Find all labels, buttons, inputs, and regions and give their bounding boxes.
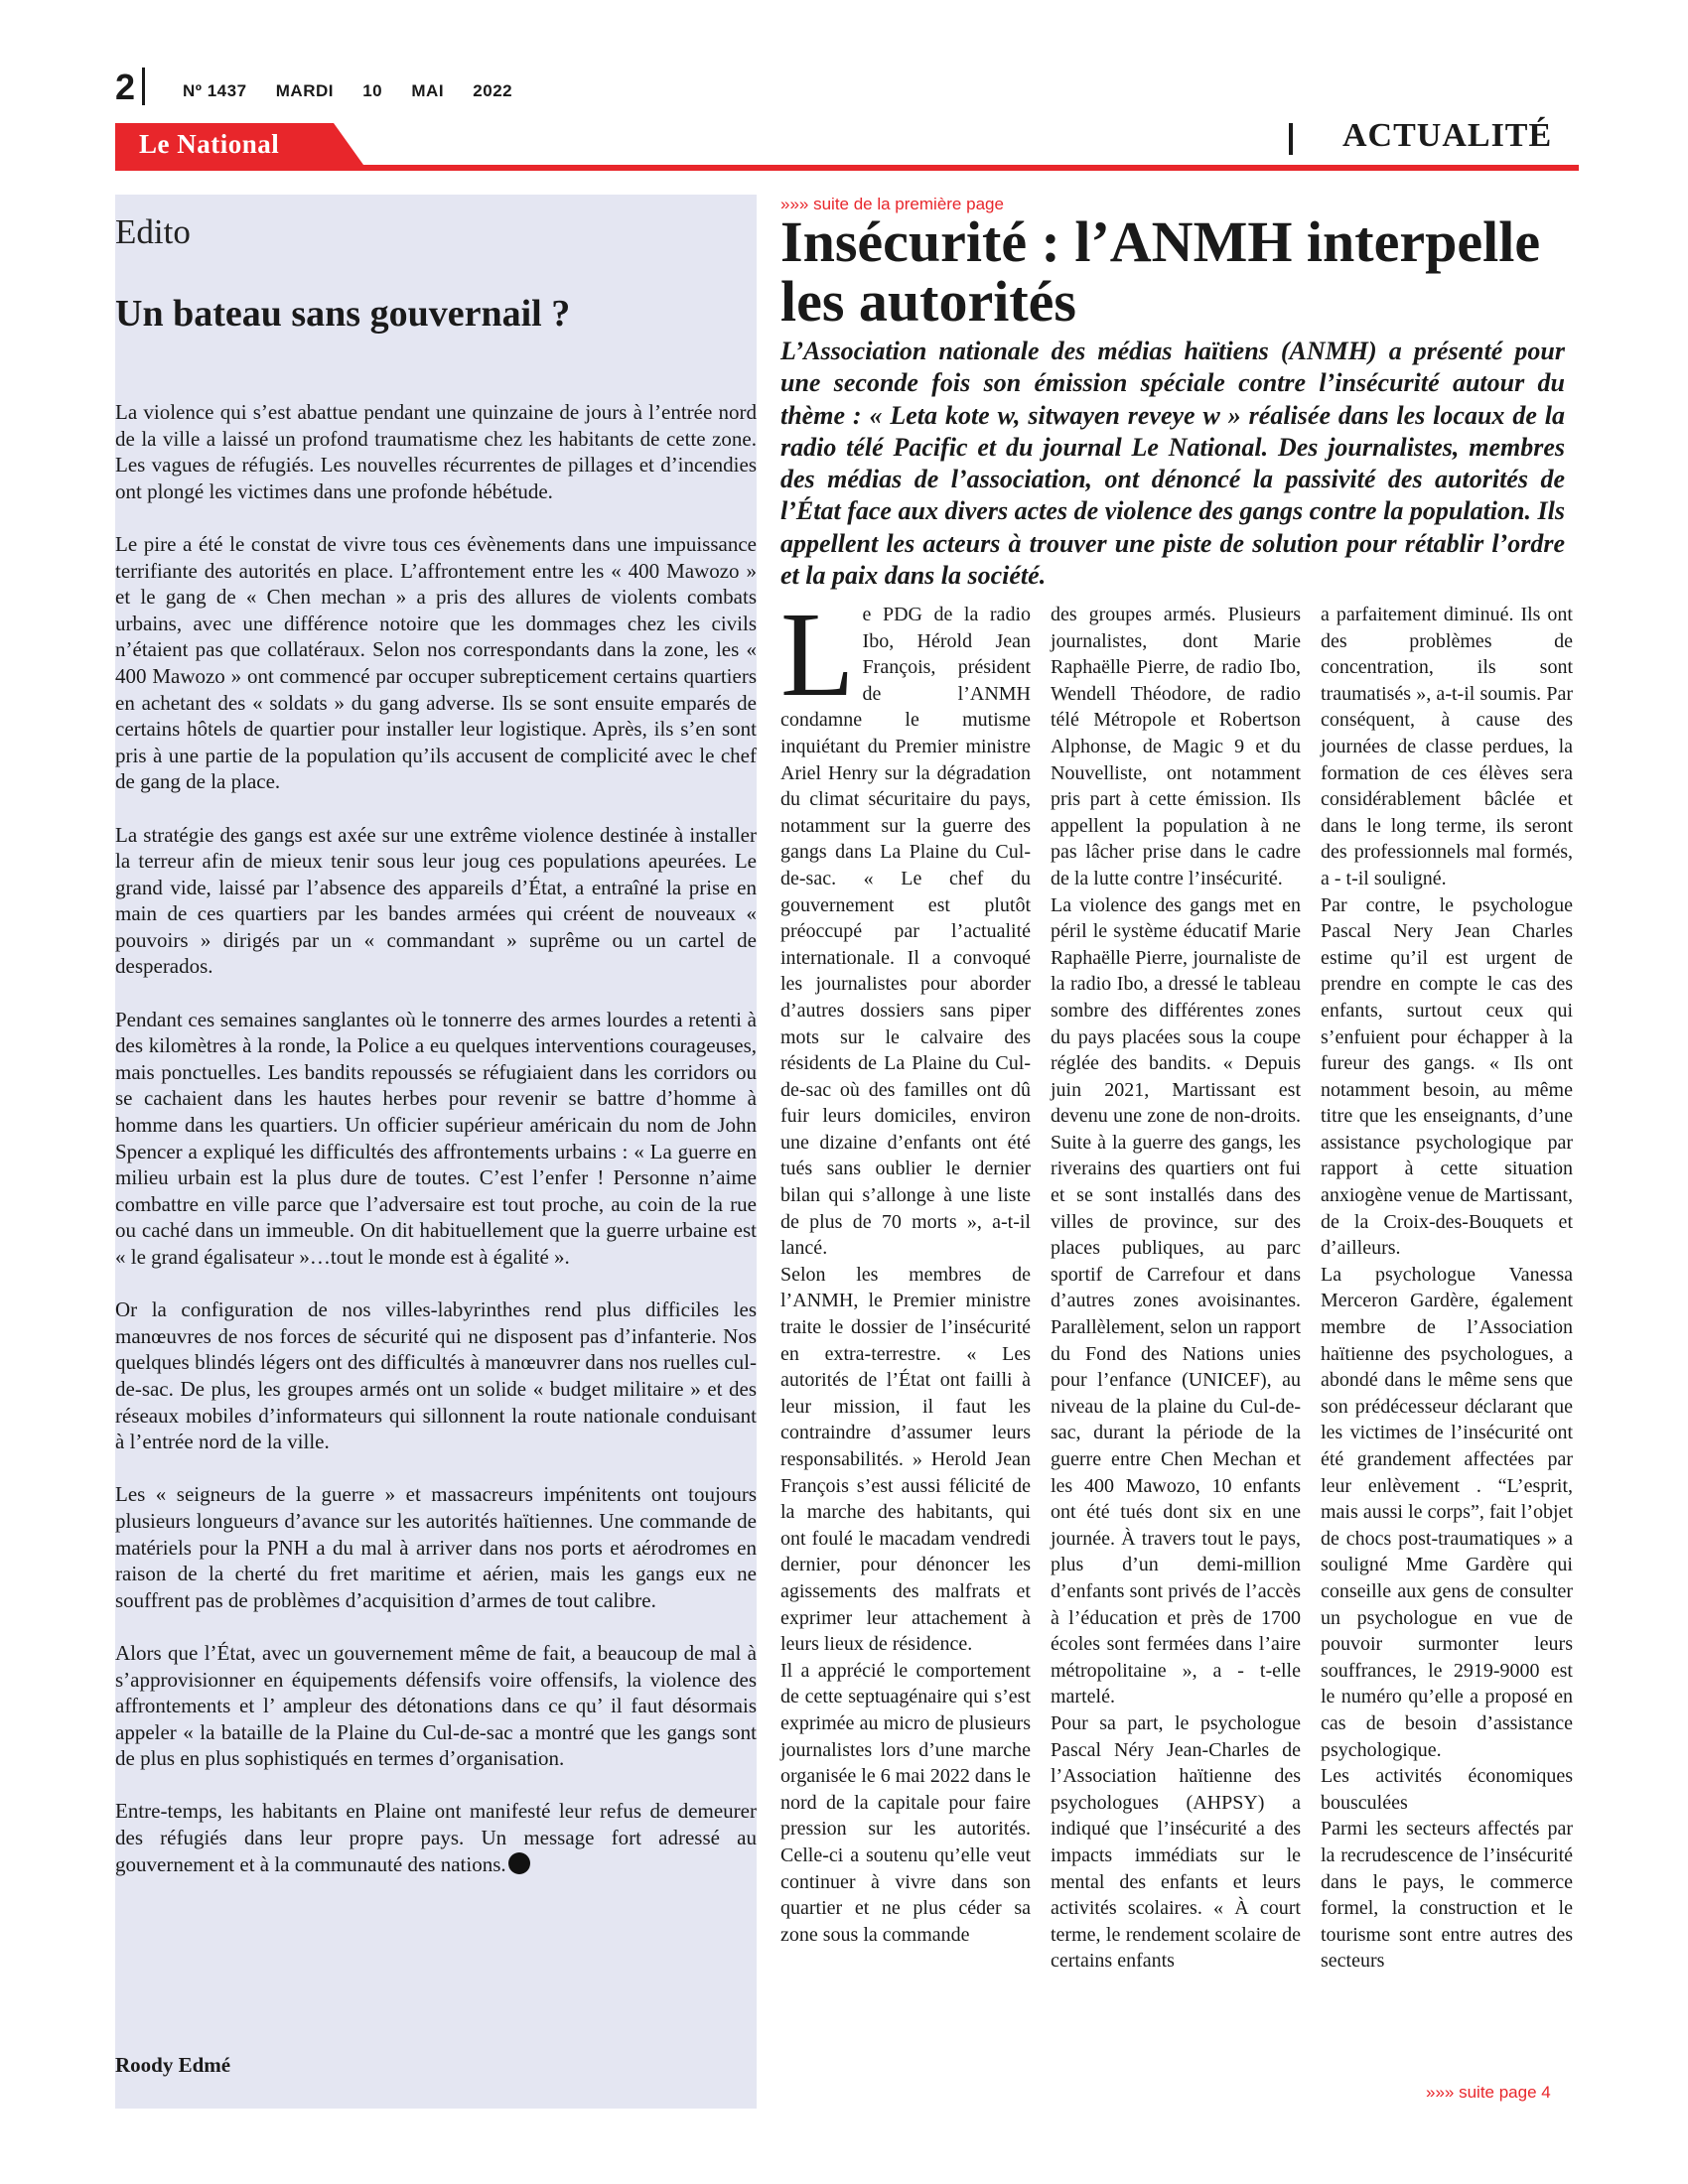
issue-month: MAI <box>411 81 445 100</box>
article-paragraph: La psychologue Vanessa Merceron Gardère, également membre de l’Association haïtienne des psychologues, a abondé dans le même sens que son prédécesseur déclarant que les victimes de l’insécurité ont été grandement affectées par leur enlèvement . “L’esprit, mais aussi le corps”, fait l’objet de chocs post-traumatiques » a souligné Mme Gardère qui conseille aux gens de consulter un psychologue en vue de pouvoir surmonter leurs souffrances, le 2919-9000 est le numéro qu’elle a proposé en cas de besoin d’assistance psychologique. <box>1321 1263 1573 1761</box>
article-paragraph: Il a apprécié le comportement de cette septuagénaire qui s’est exprimée au micro de plusieurs journalistes lors d’une marche organisée le 6 mai 2022 dans le nord de la capitale pour faire pression sur les autorités. Celle-ci a soutenu qu’elle veut continuer à vivre dans son quartier et ne plus céder sa zone sous la commande <box>780 1659 1031 1946</box>
edito-title: Un bateau sans gouvernail ? <box>115 293 571 335</box>
article-paragraph <box>780 588 1031 1262</box>
article-column-1 <box>780 588 1031 1948</box>
edito-paragraph: Alors que l’État, avec un gouvernement même de fait, a beaucoup de mal à s’approvisionner en équipements défensifs voire offensifs, la violence des affrontements et l’ ampleur des détonations dans ce qu’ il faut désormais appeler « la bataille de la Plaine du Cul-de-sac a montré que les gangs sont de plus en plus sophistiqués en termes d’organisation. <box>115 1640 757 1771</box>
header-rule <box>115 165 1579 171</box>
section-title: ACTUALITÉ <box>1342 117 1553 154</box>
page-number-divider <box>142 68 145 105</box>
issue-info <box>183 81 536 101</box>
edito-body <box>115 399 757 1904</box>
drop-cap: L <box>780 588 855 722</box>
article-paragraph: Pour sa part, le psychologue Pascal Néry Jean-Charles de l’Association haïtienne des psychologues (AHPSY) a indiqué que l’insécurité a des impacts immédiats sur le mental des enfants et leurs activités scolaires. « À court terme, le rendement scolaire de certains enfants <box>1051 1711 1301 1973</box>
issue-day: MARDI <box>275 81 334 100</box>
edito-paragraph: Le pire a été le constat de vivre tous ces évènements dans une impuissance terrifiante des autorités en place. L’affrontement entre les « 400 Mawozo » et le gang de « Chen mechan » a pris des allures de violents combats urbains, avec une différence notoire que les dommages chez les civils n’étaient pas que collatéraux. Selon nos correspondants dans la zone, les « 400 Mawozo » ont commencé par occuper subrepticement certains quartiers en achetant des « soldats » du gang adverse. Ils se sont ensuite emparés de certains hôtels de quartier pour installer leur logistique. Après, ils s’en sont pris à une partie de la population qu’ils accusent de complicité avec le chef de gang de la place. <box>115 531 757 794</box>
edito-author: Roody Edmé <box>115 2053 231 2077</box>
section-divider <box>1289 123 1293 155</box>
edito-box <box>115 195 757 2109</box>
issue-date: 10 <box>362 81 383 100</box>
page-number: 2 <box>115 67 136 107</box>
article-column-2 <box>1051 602 1301 1975</box>
edito-paragraph-last <box>115 1798 757 1877</box>
edito-paragraph: La stratégie des gangs est axée sur une extrême violence destinée à installer la terreur afin de mieux tenir sous leur joug ces populations apeurées. Le grand vide, laissé par l’absence des appareils d’État, a entraîné la prise en main de ces quartiers par les bandes armées qui créent de nouveaux « pouvoirs » dirigés par un « commandant » suprême ou un cartel de desperados. <box>115 822 757 979</box>
edito-label: Edito <box>115 212 191 251</box>
end-mark-icon <box>508 1852 530 1874</box>
article-paragraph: a parfaitement diminué. Ils ont des problèmes de concentration, ils sont traumatisés », a-t-il soumis. Par conséquent, à cause des journées de classe perdues, la formation de ces élèves sera considérablement bâclée et dans le long terme, ils seront des professionnels mal formés, a - t-il souligné. <box>1321 604 1573 889</box>
brand-name: Le National <box>139 129 280 159</box>
article-paragraph: La violence des gangs met en péril le système éducatif Marie Raphaëlle Pierre, journaliste de la radio Ibo, a dressé le tableau sombre des différentes zones du pays placées sous la coupe réglée des bandits. « Depuis juin 2021, Martissant est devenu une zone de non-droits. Suite à la guerre des gangs, les riverains des quartiers ont fui et se sont installés dans des villes de province, sur des places publiques, au parc sportif de Carrefour et dans d’autres zones avoisinantes. Parallèlement, selon un rapport du Fond des Nations unies pour l’enfance (UNICEF), au niveau de la plaine du Cul-de-sac, durant la période de la guerre entre Chen Mechan et les 400 Mawozo, 10 enfants ont été tués dont six en une journée. À travers tout le pays, plus d’un demi-million d’enfants sont privés de l’accès à l’éducation et près de 1700 écoles sont fermées dans l’aire métropolitaine », a - t-elle martelé. <box>1051 893 1301 1708</box>
article-subhead: Les activités économiques bousculées <box>1321 1765 1573 1814</box>
edito-paragraph: Or la configuration de nos villes-labyrinthes rend plus difficiles les manœuvres de nos forces de sécurité qui ne disposent pas d’infanterie. Nos quelques blindés légers ont des difficultés à manœuvrer dans nos ruelles cul-de-sac. De plus, les groupes armés ont un solide « budget militaire » et des réseaux mobiles d’informateurs qui sillonnent la route nationale conduisant à l’entrée nord de la ville. <box>115 1297 757 1454</box>
issue-number: Nº 1437 <box>183 81 247 100</box>
article-paragraph: Selon les membres de l’ANMH, le Premier ministre traite le dossier de l’insécurité en extra-terrestre. « Les autorités de l’État ont failli à leur mission, il faut les contraindre d’assumer leurs responsabilités. » Herold Jean François s’est aussi félicité de la marche des habitants, qui ont foulé le macadam vendredi dernier, pour dénoncer les agissements des malfrats et exprimer leur attachement à leurs lieux de résidence. <box>780 1263 1031 1656</box>
article-paragraph-text: e PDG de la radio Ibo, Hérold Jean François, président de l’ANMH condamne le mutisme inquiétant du Premier ministre Ariel Henry sur la dégradation du climat sécuritaire du pays, notamment sur la guerre des gangs dans La Plaine du Cul-de-sac. « Le chef du gouvernement est plutôt préoccupé par l’actualité internationale. Il a convoqué les journalistes pour aborder d’autres dossiers sans piper mots sur le calvaire des résidents de La Plaine du Cul-de-sac où des familles ont dû fuir leurs domiciles, environ une dizaine d’enfants ont été tués sans oublier le dernier bilan qui s’allonge à une liste de plus de 70 morts », a-t-il lancé. <box>780 604 1031 1260</box>
article-paragraph: Parmi les secteurs affectés par la recrudescence de l’insécurité dans le pays, le commerce formel, la construction et le tourisme sont entre autres des secteurs <box>1321 1818 1573 1973</box>
article-column-3 <box>1321 602 1573 1975</box>
article-lead: L’Association nationale des médias haïtiens (ANMH) a présenté pour une seconde fois son émission spéciale contre l’insécurité autour du thème : « Leta kote w, sitwayen reveye w » réalisée dans les locaux de la radio télé Pacific et du journal Le National. Des journalistes, membres des médias de l’association, ont dénoncé la passivité des autorités de l’État face aux divers actes de violence des gangs contre la population. Ils appellent les acteurs à trouver une piste de solution pour rétablir l’ordre et la paix dans la société. <box>780 337 1565 591</box>
issue-year: 2022 <box>473 81 513 100</box>
edito-paragraph-text: Entre-temps, les habitants en Plaine ont manifesté leur refus de demeurer des réfugiés dans leur propre pays. Un message fort adressé au gouvernement et à la communauté des nations. <box>115 1799 757 1876</box>
edito-paragraph: Les « seigneurs de la guerre » et massacreurs impénitents ont toujours plusieurs longueurs d’avance sur les autorités haïtiennes. Une commande de matériels pour la PNH a du mal à arriver dans nos ports et aérodromes en raison de la cherté du fret maritime et aérien, mais les gangs eux ne souffrent pas de problèmes d’acquisition d’armes de tout calibre. <box>115 1482 757 1612</box>
article-paragraph: Par contre, le psychologue Pascal Nery Jean Charles estime qu’il est urgent de prendre en compte le cas des enfants, surtout ceux qui s’enfuient pour échapper à la fureur des gangs. « Ils ont notamment besoin, au même titre que les enseignants, d’une assistance psychologique par rapport à cette situation anxiogène venue de Martissant, de la Croix-des-Bouquets et d’ailleurs. <box>1321 893 1573 1260</box>
continuation-link[interactable]: »»» suite page 4 <box>1426 2083 1551 2102</box>
article-kicker: »»» suite de la première page <box>780 195 1004 213</box>
edito-paragraph: La violence qui s’est abattue pendant une quinzaine de jours à l’entrée nord de la ville a laissé un profond traumatisme chez les habitants de cette zone. Les vagues de réfugiés. Les nouvelles récurrentes de pillages et d’incendies ont plongé les victimes dans une profonde hébétude. <box>115 400 757 503</box>
article-headline: Insécurité : l’ANMH interpelle les autorités <box>780 209 1541 334</box>
article-paragraph: des groupes armés. Plusieurs journalistes, dont Marie Raphaëlle Pierre, de radio Ibo, Wendell Théodore, de radio télé Métropole et Robertson Alphonse, de Magic 9 et du Nouvelliste, ont notamment pris part à cette émission. Ils appellent la population à ne pas lâcher prise dans le cadre de la lutte contre l’insécurité. <box>1051 604 1301 889</box>
edito-paragraph: Pendant ces semaines sanglantes où le tonnerre des armes lourdes a retenti à des kilomètres à la ronde, la Police a eu quelques interventions courageuses, mais ponctuelles. Les bandits repoussés se réfugiaient dans les corridors ou se cachaient dans les hautes herbes pour revenir se battre d’homme à homme dans les quartiers. Un officier supérieur américain du nom de John Spencer a expliqué les difficultés des affrontements urbains : « La guerre en milieu urbain est la plus dure de toutes. C’est l’enfer ! Personne n’aime combattre en ville parce que l’adversaire est tout proche, au coin de la rue ou caché dans un immeuble. On dit habituellement que la guerre urbaine est « le grand égalisateur »…tout le monde est à égalité ». <box>115 1007 757 1269</box>
